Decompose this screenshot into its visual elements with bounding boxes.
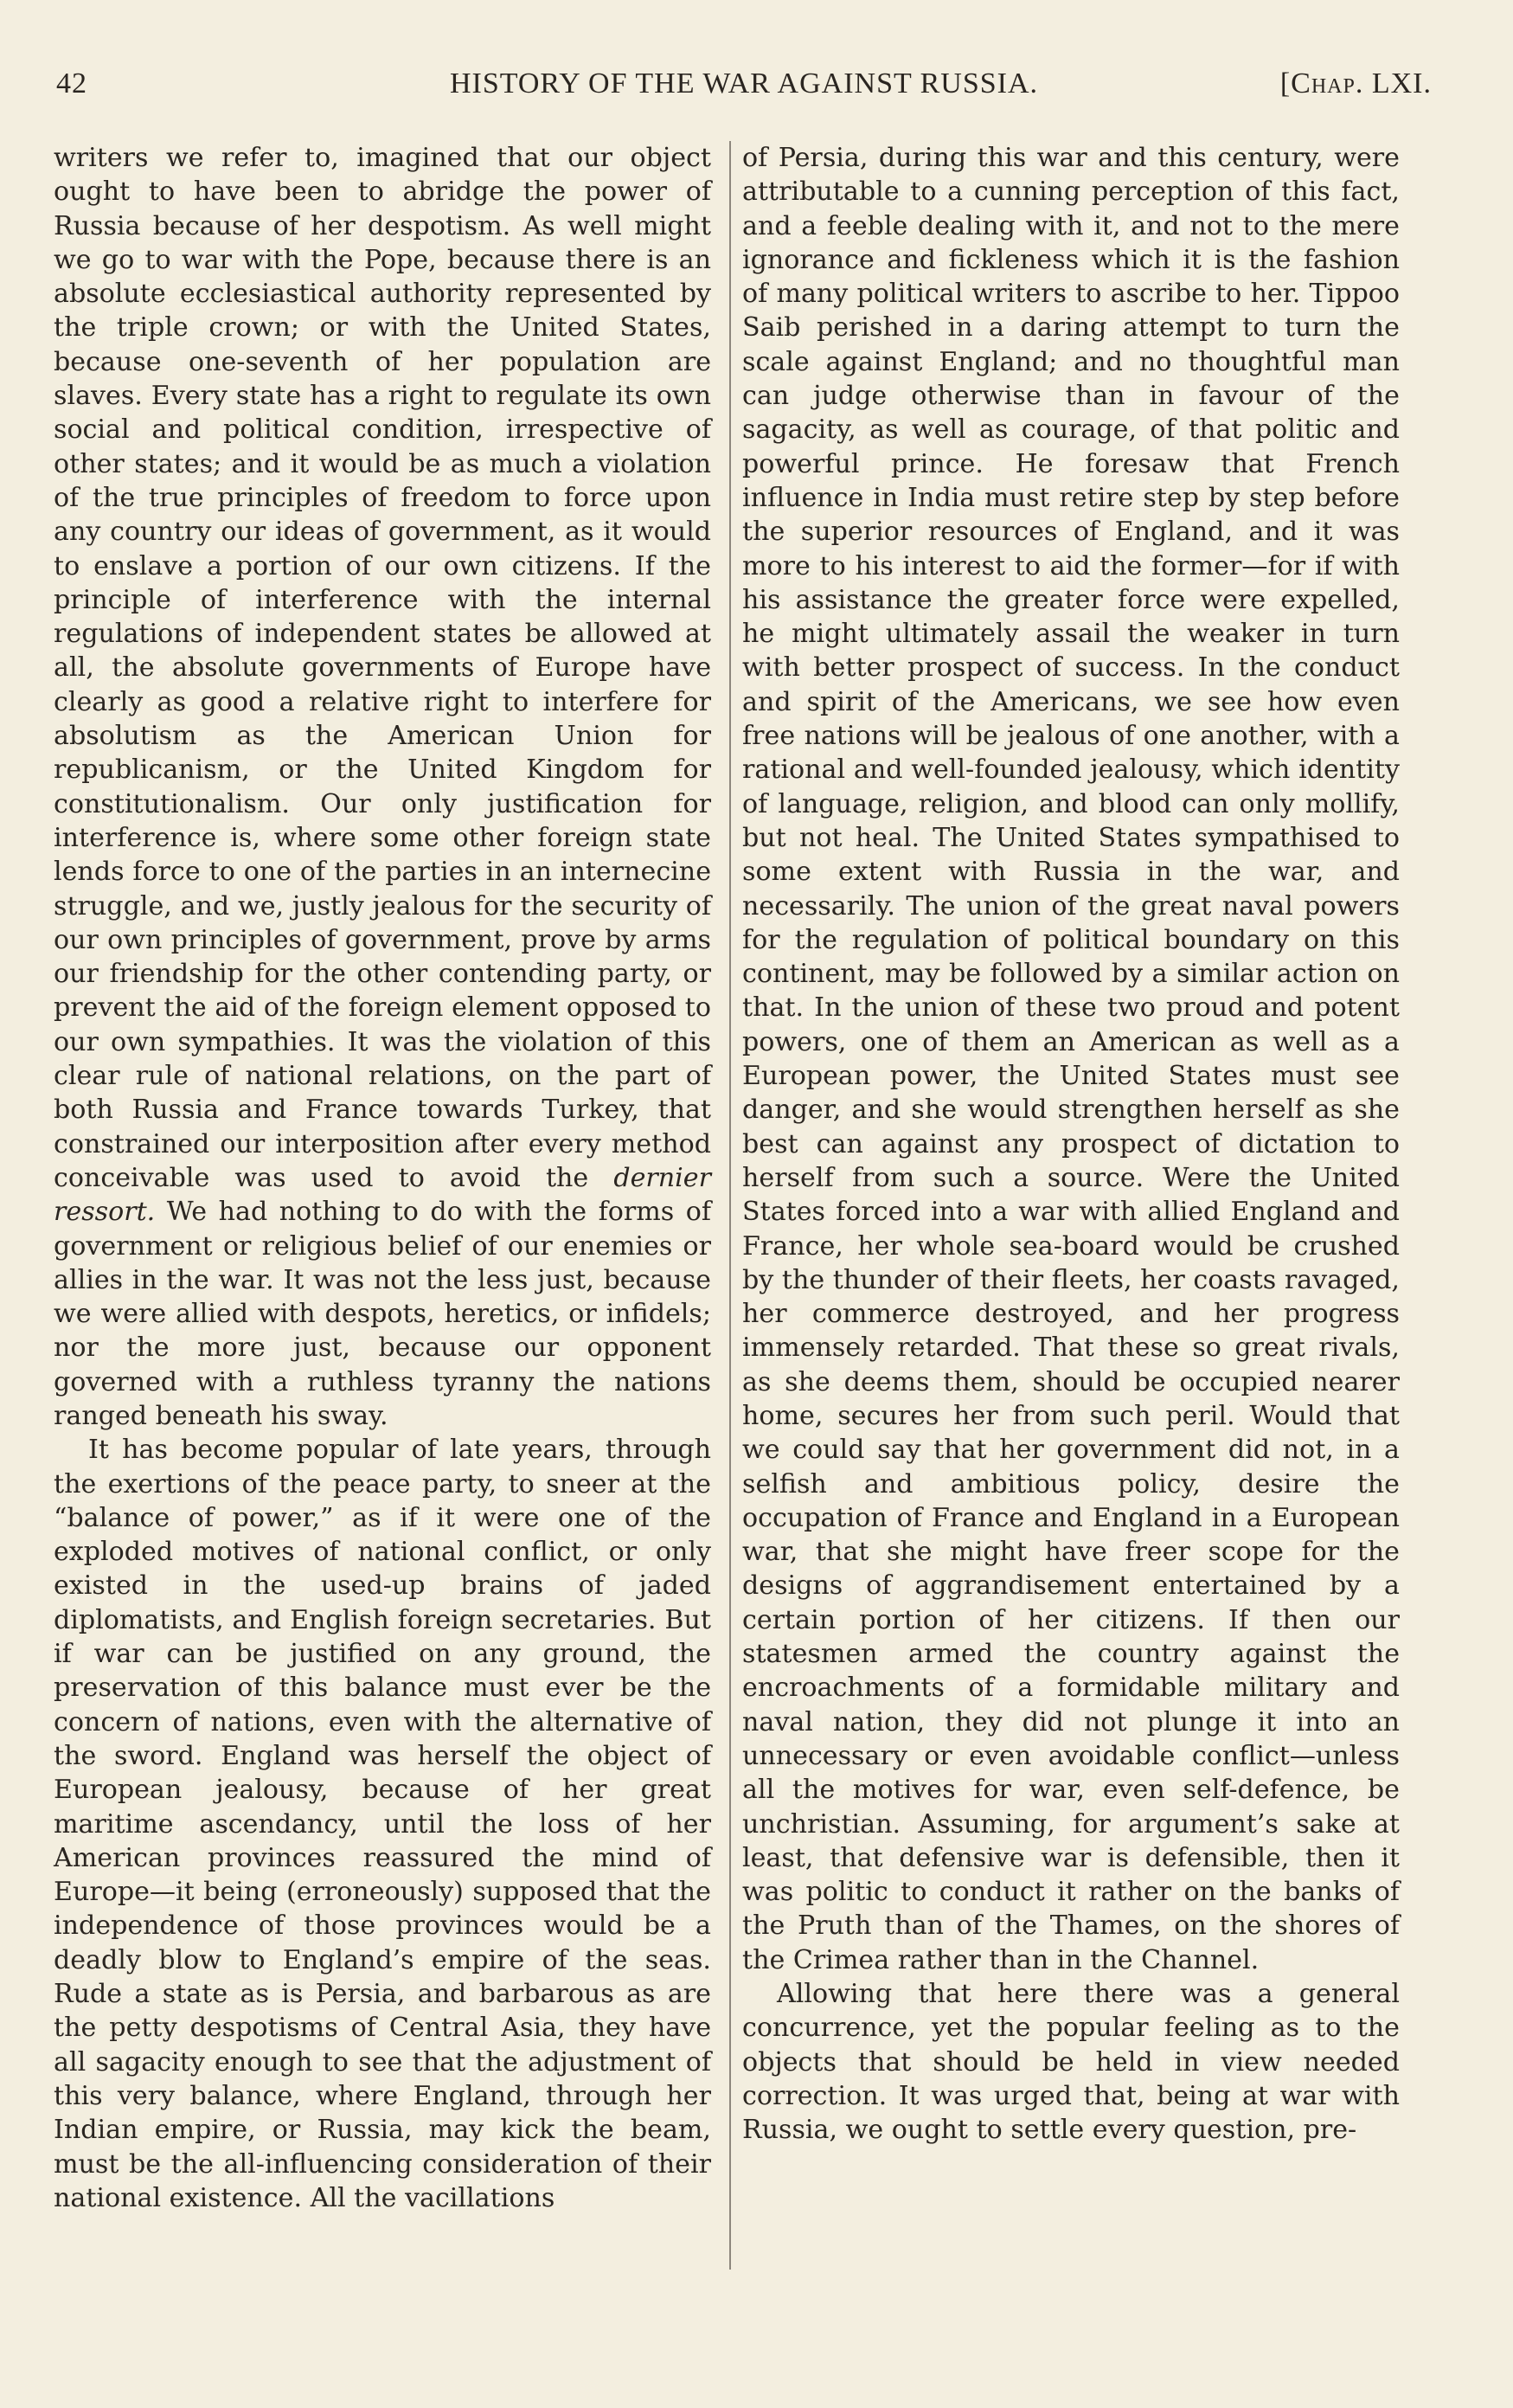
right-column [742,141,1400,2148]
italic-phrase: dernier ressort. [54,1162,711,1228]
page-number: 42 [56,67,87,100]
paragraph: writers we refer to, imagined that our object ought to have been to abridge the power of Russia because of her despotism. As well might we go to war with the Pope, because there is an absolute ecclesiastical authority represented by the triple crown; or with the United States, because one-seventh of her population are slaves. Every state has a right to regulate its own social and political condition, irrespective of other states; and it would be as much a violation of the true principles of freedom to force upon any country our ideas of government, as it would to enslave a portion of our own citizens. If the principle of interference with the internal regulations of independent states be allowed at all, the absolute governments of Europe have clearly as good a relative right to interfere for absolutism as the American Union for republicanism, or the United Kingdom for constitutionalism. Our only justification for interference is, where some other foreign state lends force to one of the parties in an internecine struggle, and we, justly jealous for the security of our own principles of government, prove by arms our friendship for the other contending party, or prevent the aid of the foreign element opposed to our own sympathies. It was the violation of this clear rule of national relations, on the part of both Russia and France towards Turkey, that constrained our interposition after every method conceivable was used to avoid the dernier ressort. We had nothing to do with the forms of government or religious belief of our enemies or allies in the war. It was not the less just, because we were allied with despots, heretics, or infidels; nor the more just, because our opponent governed with a ruthless tyranny the nations ranged beneath his sway. [54,143,711,1431]
chapter-label: [Chap. LXI. [1279,67,1432,100]
left-column [54,141,711,2215]
paragraph: of Persia, during this war and this century, were attributable to a cunning perception of this fact, and a feeble dealing with it, and not to the mere ignorance and fickleness which it is the fashion of many political writers to ascribe to her. Tippoo Saib perished in a daring attempt to turn the scale against England; and no thoughtful man can judge otherwise than in favour of the sagacity, as well as courage, of that politic and powerful prince. He foresaw that French influence in India must retire step by step before the superior resources of England, and it was more to his interest to aid the former—for if with his assistance the greater force were expelled, he might ultimately assail the weaker in turn with better prospect of success. In the conduct and spirit of the Americans, we see how even free nations will be jealous of one another, with a rational and well-founded jealousy, which identity of language, religion, and blood can only mollify, but not heal. The United States sympathised to some extent with Russia in the war, and necessarily. The union of the great naval powers for the regulation of political boundary on this continent, may be followed by a similar action on that. In the union of these two proud and potent powers, one of them an American as well as a European power, the United States must see danger, and she would strengthen herself as she best can against any prospect of dictation to herself from such a source. Were the United States forced into a war with allied England and France, her whole sea-board would be crushed by the thunder of their fleets, her coasts ravaged, her commerce destroyed, and her progress immensely retarded. That these so great rivals, as she deems them, should be occupied nearer home, secures her from such peril. Would that we could say that her government did not, in a selfish and ambitious policy, desire the occupation of France and England in a European war, that she might have freer scope for the designs of aggrandisement entertained by a certain portion of her citizens. If then our statesmen armed the country against the encroachments of a formidable military and naval nation, they did not plunge it into an unnecessary or even avoidable conflict—unless all the motives for war, even self-defence, be unchristian. Assuming, for argument’s sake at least, that defensive war is defensible, then it was politic to conduct it rather on the banks of the Pruth than of the Thames, on the shores of the Crimea rather than in the Channel. [742,143,1400,1975]
paragraph: Allowing that here there was a general concurrence, yet the popular feeling as to the objects that should be held in view needed correction. It was urged that, being at war with Russia, we ought to settle every question, pre- [742,1979,1400,2146]
running-title: HISTORY OF THE WAR AGAINST RUSSIA. [449,67,1039,100]
running-header [56,67,1432,119]
paragraph: It has become popular of late years, through the exertions of the peace party, to sneer at the “balance of power,” as if it were one of the exploded motives of national conflict, or only existed in the used-up brains of jaded diplomatists, and English foreign secretaries. But if war can be justified on any ground, the preservation of this balance must ever be the concern of nations, even with the alternative of the sword. England was herself the object of European jealousy, because of her great maritime ascendancy, until the loss of her American provinces reassured the mind of Europe—it being (erroneously) supposed that the independence of those provinces would be a deadly blow to England’s empire of the seas. Rude a state as is Persia, and barbarous as are the petty despotisms of Central Asia, they have all sagacity enough to see that the adjustment of this very balance, where England, through her Indian empire, or Russia, may kick the beam, must be the all-influencing consideration of their national existence. All the vacillations [54,1435,711,2213]
column-divider [729,141,731,2270]
